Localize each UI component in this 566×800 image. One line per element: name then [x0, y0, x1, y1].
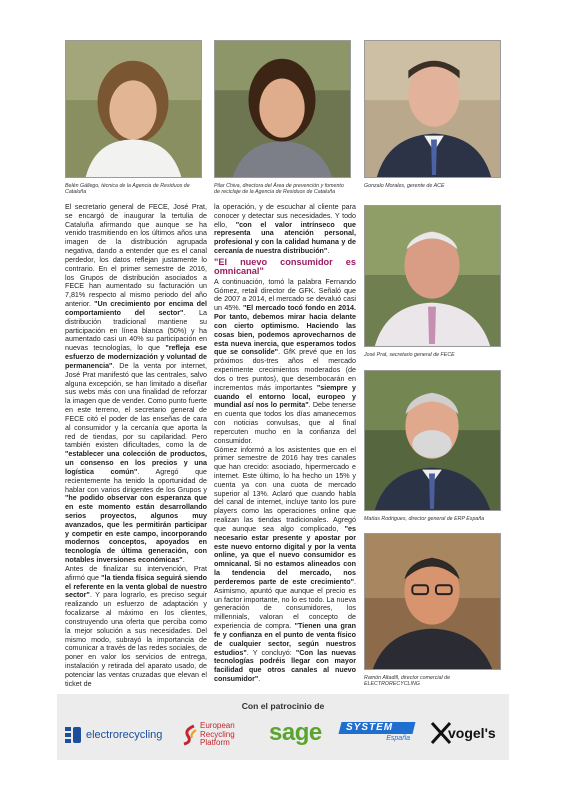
- caption-matias-rodrigues: Matías Rodrigues, director general de ERP España: [364, 516, 485, 522]
- logo-erp: [182, 718, 235, 752]
- erp-wordmark-line1: European: [200, 721, 235, 731]
- paragraph: A continuación, tomó la palabra Fernando Gómez, retail director de GFK. Señaló que de 2007 a 2014, el mercado se devaluó casi un 45%. "El mercado tocó fondo en 2014. Por tanto, debemos mirar hacia delante con cierto optimismo. Haciendo las cosas bien, podemos aprovecharnos de esta nueva inercia, que esperamos todos que se consolide". GfK prevé que en los próximos dos-tres años el mercado experimente crecimientos moderados (de dos o tres puntos), que desembocarán en incrementos más importantes "siempre y cuando el entorno local, europeo y mundial así nos lo permita". Debe tenerse en cuenta que todos los días amanecemos con noticias convulsas, que al final repercuten mucho en la confianza del consumidor.: [214, 277, 356, 445]
- caption-ramon-altadill: Ramón Altadill, director comercial de ELECTRORECYCLING: [364, 675, 451, 688]
- photo-matias-rodrigues: [364, 370, 501, 511]
- sponsors-title: Con el patrocinio de: [241, 701, 325, 711]
- caption-gonzalo-morales: Gonzalo Morales, gerente de ACE: [364, 183, 445, 189]
- erp-wordmark-line2: Recycling: [200, 729, 235, 739]
- paragraph: El secretario general de FECE, José Prat, se encargó de inaugurar la tertulia de Cataluña afirmando que aunque se ha venido trasmitiendo en los últimos años una imagen de la distribución agrupada negativa, dando a entender que es el canal perdedor, los datos reflejan justamente lo contrario. En el primer semestre de 2016, los Grupos de distribución asociados a FECE han aumentado su facturación un 7,81% respecto al mismo periodo del año anterior. "Un crecimiento por encima del comportamiento del sector". La distribución tradicional mantiene su participación en línea blanca (50%) y ha aumentado casi un 40% su participación en nuevas tecnologías, lo que "refleja ese esfuerzo de modernización y voluntad de permanencia". De la venta por internet, José Prat manifestó que las centrales, salvo alguna excepción, se han limitado a diseñar sus webs más con una finalidad de reforzar la imagen que de vender. Como punto fuerte en este terreno, el secretario general de FECE citó el poder de las enseñas de cara al consumidor y la cercanía que aporta la red de tiendas, por su capilaridad. Pero también existen dificultades, como la de "establecer una colección de productos, un consenso en los precios y una logística común". Agregó que recientemente ha tenido la oportunidad de hablar con varios dirigentes de los Grupos y "he podido observar con esperanza que en este momento están desarrollando serios proyectos, algunos muy avanzados, que les permitirán participar y competir en este campo, incorporando modernos conceptos, apoyados en tecnología de última generación, con notables inversiones económicas".: [65, 203, 207, 565]
- article-column-2: [214, 203, 356, 684]
- photo-ramon-altadill: [364, 533, 501, 670]
- vogels-wordmark: vogel's: [448, 725, 496, 741]
- erp-swirl-icon: [182, 724, 198, 746]
- system-wordmark: SYSTEM: [346, 722, 394, 733]
- paragraph: Gómez informó a los asistentes que en el primer semestre de 2016 hay tres canales que han crecido: asociado, hipermercado e internet. Este último, lo ha hecho un 15% y cuenta ya con una cuota de mercado superior al 13%. Aclaró que cuando habla del canal de internet, incluye tanto los pure players como las operaciones online que realizan las tiendas tradicionales. Agregó que aunque sea algo complicado, "es necesario estar presente y apostar por este nuevo entorno digital y por la venta online, ya que el nuevo consumidor es omnicanal. Si no estamos alineados con la tendencia del mercado, nos perderemos parte de este crecimiento". Asimismo, apuntó que aunque el precio es un factor importante, no lo es todo. La nueva generación de consumidores, los millennials, valoran el concepto de experiencia de compra. "Tienen una gran fe y confianza en el punto de venta físico de cualquier sector, según nuestros estudios". Y concluyó: "Con las nuevas tecnologías podréis llegar con mayor facilidad que otros canales al nuevo consumidor".: [214, 445, 356, 684]
- logo-electrorecycling: [65, 722, 162, 748]
- sage-wordmark: sage: [269, 719, 322, 746]
- erp-wordmark-line3: Platform: [200, 738, 230, 748]
- system-espana-label: España: [386, 735, 410, 742]
- photo-jose-prat: [364, 205, 501, 347]
- photo-pilar-chiva: [214, 40, 351, 178]
- logo-vogels: [430, 718, 496, 748]
- electrorecycling-wordmark: electrorecycling: [86, 729, 163, 741]
- paragraph: Antes de finalizar su intervención, Prat afirmó que "la tienda física seguirá siendo el referente en la venta global de nuestro sector". Y para lograrlo, es preciso seguir realizando un esfuerzo de adaptación y focalizarse al máximo en los clientes, construyendo una oferta que perciba como la mejor solución a sus necesidades. Del mismo modo, subrayó la importancia de comunicar a través de las redes sociales, de poner en valor los servicios de entrega, instalación y retirada del aparato usado, de potenciar las ventas cruzadas que elevan el ticket de: [65, 564, 207, 688]
- caption-belen-gallego: Belén Gállego, técnica de la Agencia de Residuos de Cataluña: [65, 183, 190, 196]
- electrorecycling-icon: [65, 725, 83, 745]
- caption-pilar-chiva: Pilar Chiva, directora del Área de prevención y fomento de reciclaje de la Agencia de Residuos de Cataluña: [214, 183, 344, 196]
- sponsors-footer: [57, 694, 509, 760]
- photo-gonzalo-morales: [364, 40, 501, 178]
- caption-jose-prat: José Prat, secretario general de FECE: [364, 352, 455, 358]
- paragraph: la operación, y de escuchar al cliente para conocer y detectar sus necesidades. Y todo ello, "con el valor intrínseco que representa una atención personal, profesional y con la calidad humana y de cercanía de nuestra distribución".: [214, 203, 356, 256]
- logo-system-espana: [340, 722, 414, 744]
- photo-belen-gallego: [65, 40, 202, 178]
- article-column-1: [65, 203, 207, 689]
- section-heading: "El nuevo consumidor es omnicanal": [214, 256, 356, 277]
- logo-sage: [269, 718, 322, 748]
